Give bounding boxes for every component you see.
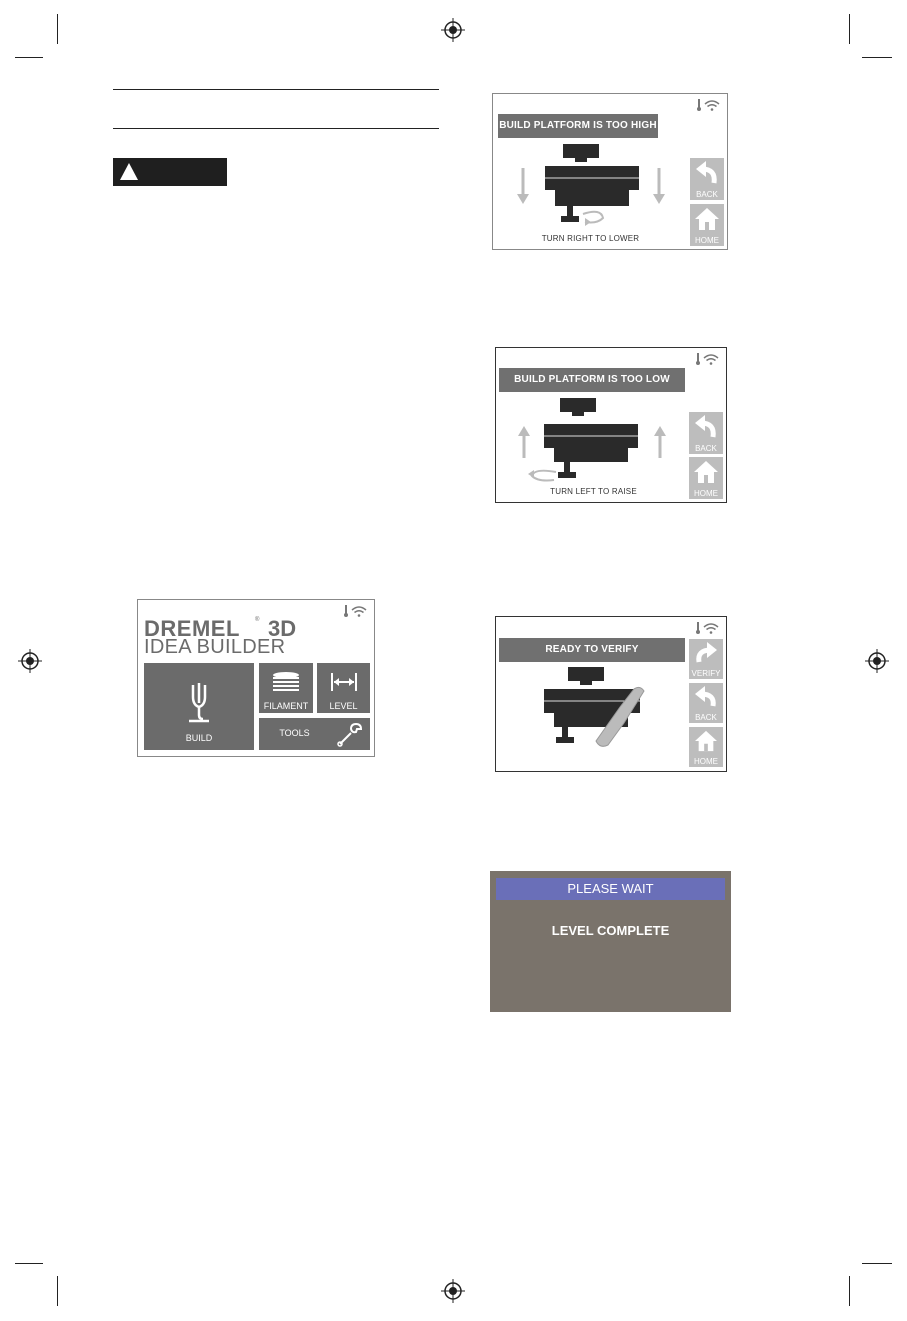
registration-mark-icon: [441, 18, 465, 42]
too-high-banner: BUILD PLATFORM IS TOO HIGH: [498, 114, 658, 138]
crop-mark: [15, 1263, 43, 1264]
home-button[interactable]: [690, 204, 724, 246]
tools-label: TOOLS: [279, 728, 310, 738]
build-label: BUILD: [185, 733, 213, 743]
home-button[interactable]: [689, 727, 723, 767]
home-icon: [693, 730, 719, 752]
back-arrow-icon: [693, 686, 719, 708]
crop-mark: [15, 57, 43, 58]
level-icon: [330, 671, 358, 693]
temperature-wifi-status-icon: [694, 352, 720, 366]
level-complete-message: LEVEL COMPLETE: [551, 923, 670, 938]
filament-label: FILAMENT: [263, 701, 309, 711]
too-low-banner: BUILD PLATFORM IS TOO LOW: [499, 368, 685, 392]
verify-button[interactable]: [689, 639, 723, 679]
back-arrow-icon: [693, 415, 719, 439]
wrench-icon: [336, 721, 364, 747]
crop-mark: [57, 1276, 58, 1306]
back-label: BACK: [696, 190, 718, 199]
warning-triangle-icon: [119, 162, 139, 181]
temperature-wifi-status-icon: [695, 98, 721, 112]
back-button[interactable]: [689, 412, 723, 454]
crop-mark: [849, 1276, 850, 1306]
verify-label: VERIFY: [691, 669, 721, 678]
home-label: HOME: [694, 489, 718, 498]
brand-dremel: DREMEL: [144, 616, 240, 641]
back-arrow-icon: [694, 161, 720, 185]
back-label: BACK: [695, 444, 717, 453]
temperature-wifi-status-icon: [694, 621, 720, 635]
filament-spool-icon: [271, 671, 301, 693]
home-label: HOME: [695, 236, 719, 245]
brand-logo: [144, 616, 344, 658]
level-label: LEVEL: [329, 701, 358, 711]
forward-arrow-icon: [693, 642, 719, 664]
temperature-wifi-status-icon: [342, 604, 368, 618]
too-low-screen: [495, 347, 727, 503]
tools-tile[interactable]: [259, 718, 370, 750]
brand-idea-builder: IDEA BUILDER: [144, 636, 286, 658]
too-high-caption: TURN RIGHT TO LOWER: [541, 234, 640, 243]
platform-too-high-illustration: [511, 144, 671, 226]
build-tile[interactable]: [144, 663, 254, 750]
registration-mark-icon: [18, 649, 42, 673]
filament-tile[interactable]: [259, 663, 313, 713]
section-rule: [113, 128, 439, 129]
please-wait-screen: [490, 871, 731, 1012]
brand-registered: ®: [255, 617, 260, 623]
please-wait-header: PLEASE WAIT: [496, 878, 725, 900]
crop-mark: [849, 14, 850, 44]
crop-mark: [862, 1263, 892, 1264]
too-high-screen: [492, 93, 728, 250]
section-rule: [113, 89, 439, 90]
crop-mark: [862, 57, 892, 58]
verify-illustration: [526, 667, 676, 749]
registration-mark-icon: [865, 649, 889, 673]
home-label: HOME: [694, 757, 718, 766]
ready-to-verify-screen: [495, 616, 727, 772]
back-button[interactable]: [690, 158, 724, 200]
home-icon: [693, 460, 719, 484]
brand-3d: 3D: [268, 616, 297, 641]
back-label: BACK: [695, 713, 717, 722]
level-tile[interactable]: [317, 663, 370, 713]
platform-too-low-illustration: [510, 398, 674, 484]
registration-mark-icon: [441, 1279, 465, 1303]
ready-to-verify-banner: READY TO VERIFY: [499, 638, 685, 662]
crop-mark: [57, 14, 58, 44]
too-low-caption: TURN LEFT TO RAISE: [550, 487, 637, 496]
back-button[interactable]: [689, 683, 723, 723]
home-button[interactable]: [689, 457, 723, 499]
home-screen: [137, 599, 375, 757]
warning-bar: [113, 158, 227, 186]
build-icon: [187, 681, 211, 723]
home-icon: [694, 207, 720, 231]
